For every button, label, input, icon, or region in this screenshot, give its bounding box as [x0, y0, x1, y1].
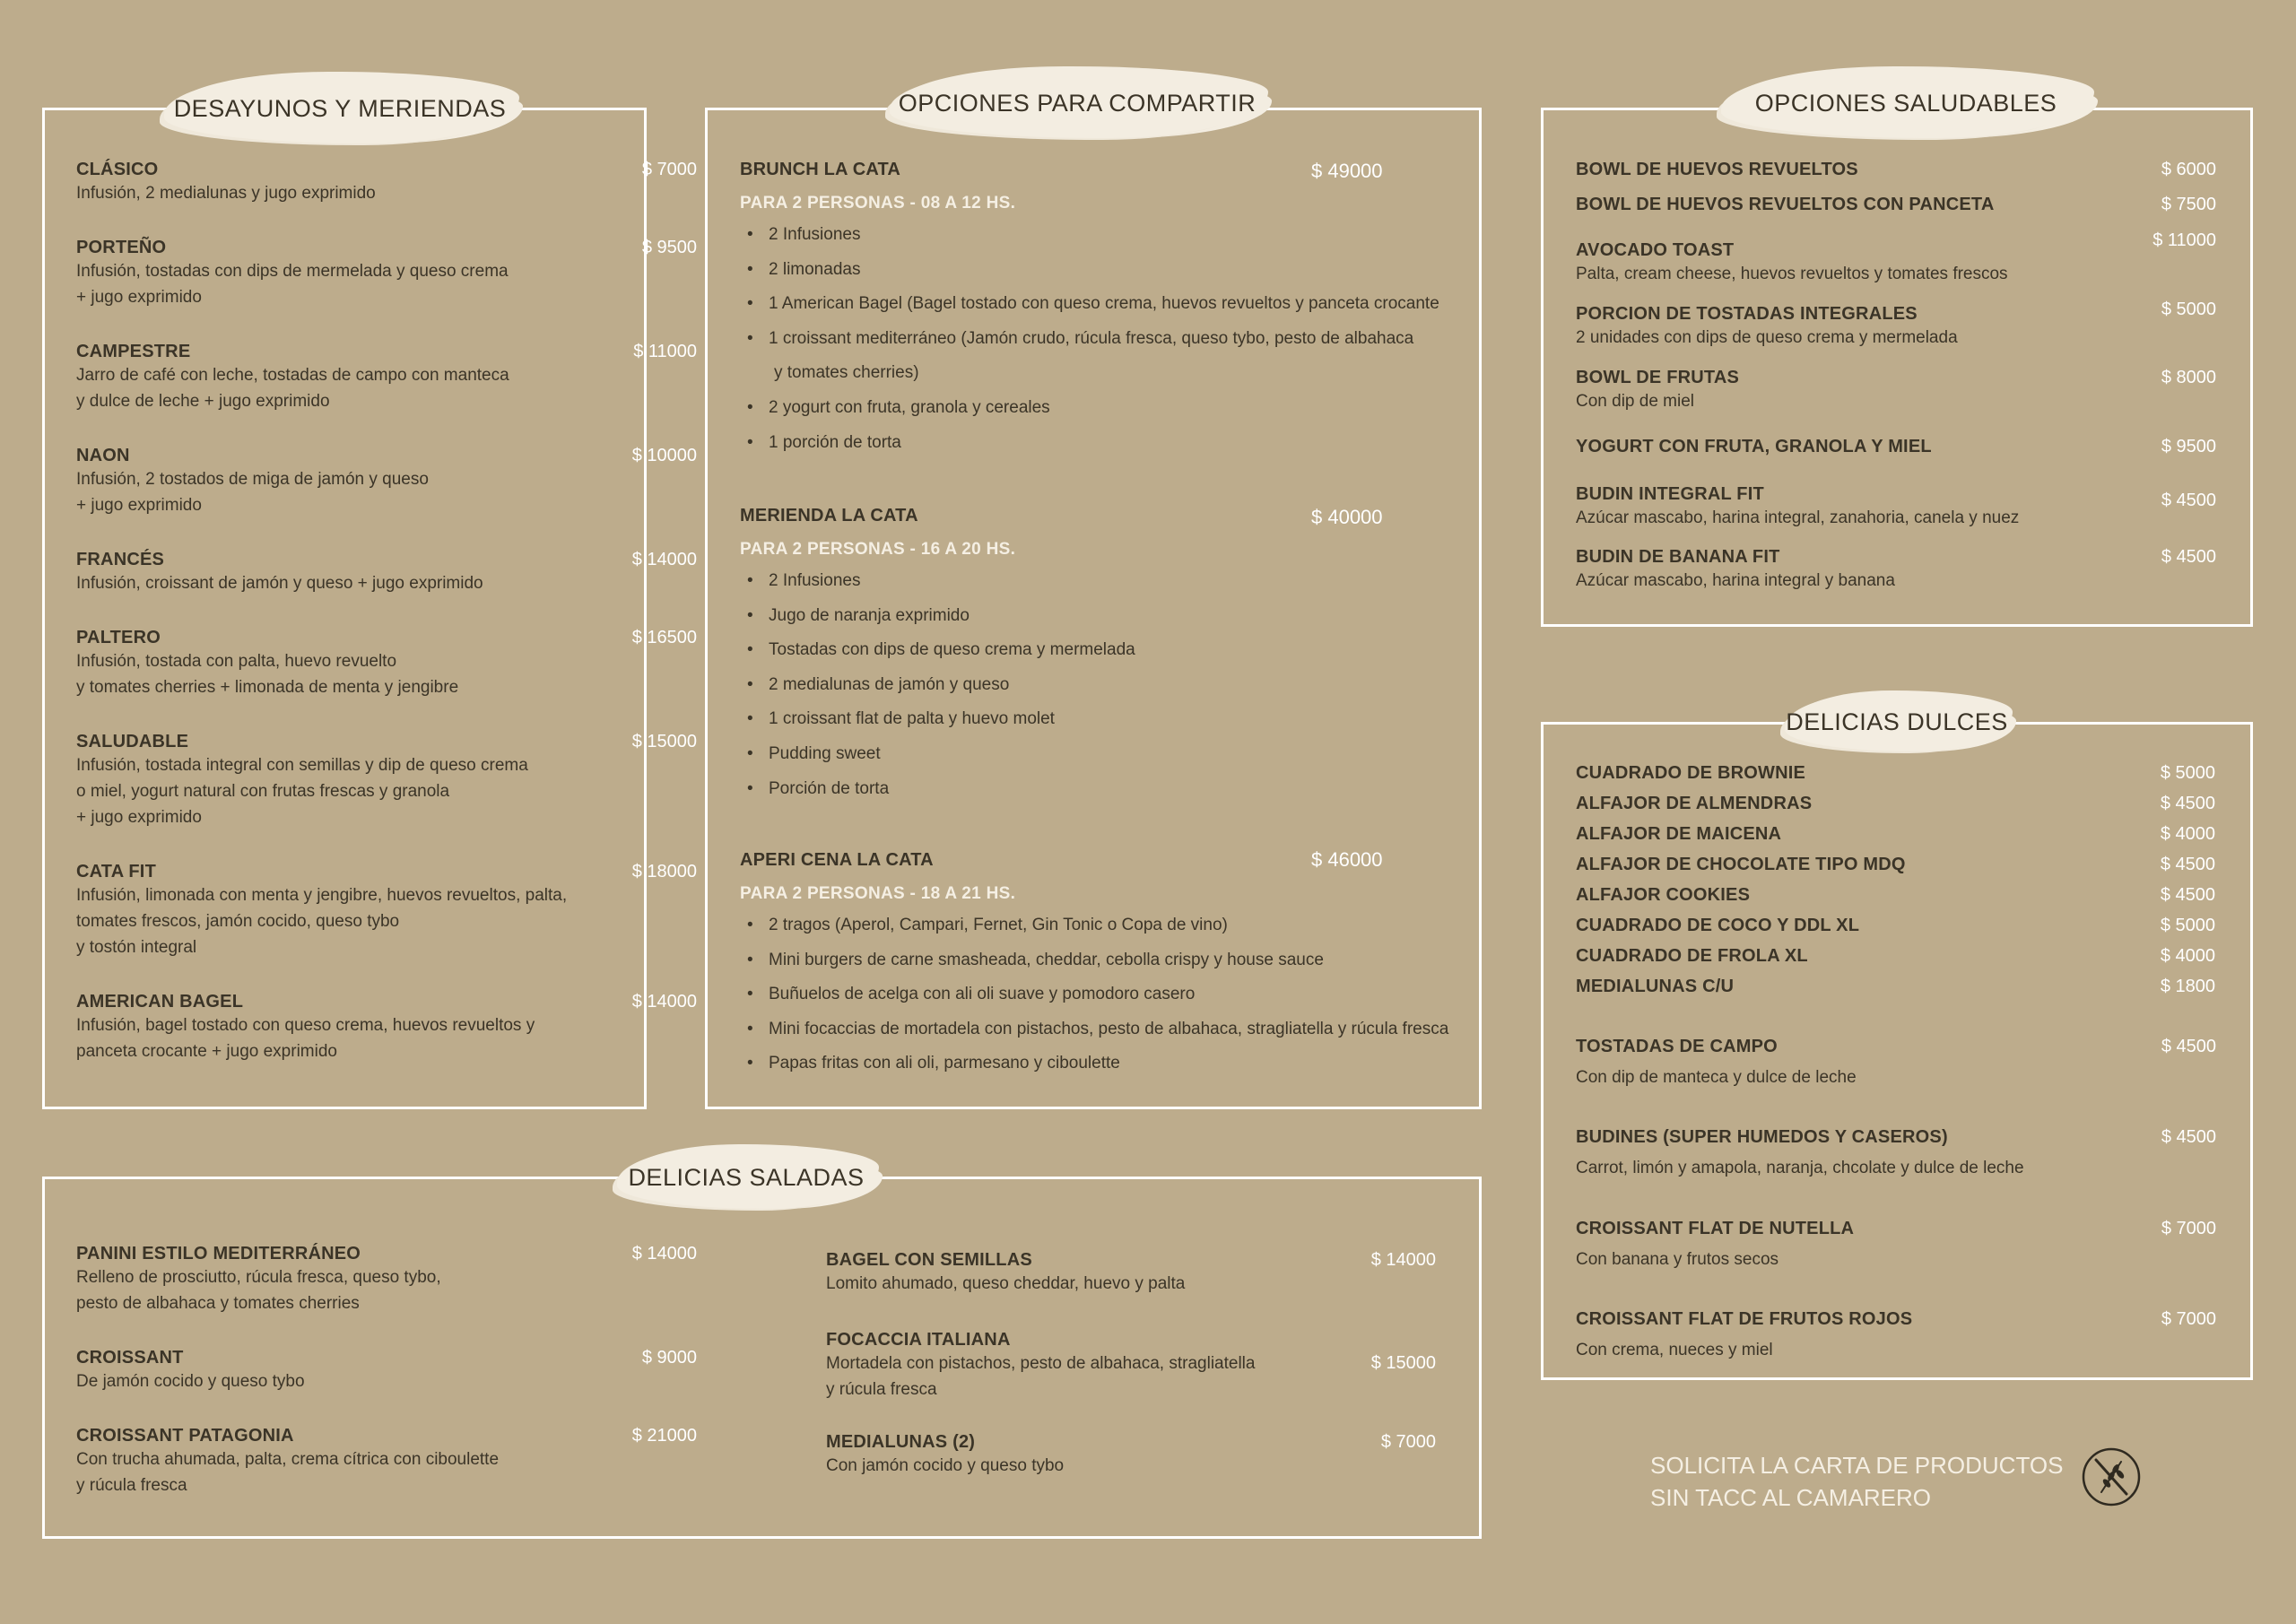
saladas-title-brush	[617, 1146, 875, 1209]
item-name: BUDIN INTEGRAL FIT	[1576, 484, 1764, 504]
item-price: $ 18000	[631, 862, 697, 881]
list-item: • Mini burgers de carne smasheada, cheddar, cebolla crispy y house sauce	[740, 943, 1475, 978]
menu-item	[1576, 1309, 2216, 1363]
list-item: y tomates cherries)	[774, 363, 919, 383]
item-name: PORTEÑO	[76, 238, 167, 257]
item-name: CATA FIT	[76, 862, 156, 881]
item-description: Relleno de prosciutto, rúcula fresca, queso tybo,	[76, 1268, 441, 1287]
menu-item	[826, 1330, 1436, 1403]
brunch-list	[740, 218, 1475, 460]
list-item: • 2 limonadas	[740, 253, 1475, 288]
list-item	[1576, 855, 2215, 885]
list-item: • Jugo de naranja exprimido	[740, 599, 1475, 634]
item-name: ALFAJOR DE ALMENDRAS	[1576, 794, 1813, 813]
item-price: $ 15000	[631, 732, 697, 751]
compartir-title-brush	[890, 68, 1265, 138]
item-description: + jugo exprimido	[76, 496, 202, 515]
menu-item	[76, 1426, 697, 1498]
merienda-block	[740, 506, 1475, 806]
item-price: $ 4500	[2161, 491, 2216, 510]
list-item: • Mini focaccias de mortadela con pistachos, pesto de albahaca, stragliatella y rúcula fresca	[740, 1012, 1475, 1047]
merienda-list	[740, 564, 1475, 806]
list-item	[1576, 824, 2215, 855]
item-description: Con dip de manteca y dulce de leche	[1576, 1068, 1857, 1087]
item-price: $ 4500	[2160, 885, 2215, 905]
item-description: tomates frescos, jamón cocido, queso tybo	[76, 912, 400, 931]
item-name: TOSTADAS DE CAMPO	[1576, 1037, 1778, 1056]
menu-item	[1576, 1127, 2216, 1181]
item-description: Infusión, tostadas con dips de mermelada y queso crema	[76, 262, 509, 281]
item-name: FOCACCIA ITALIANA	[826, 1330, 1011, 1350]
item-name: CUADRADO DE COCO Y DDL XL	[1576, 916, 1860, 935]
list-item	[1576, 794, 2215, 824]
item-price: $ 14000	[631, 550, 697, 569]
saludables-title: OPCIONES SALUDABLES	[1754, 89, 2057, 117]
item-description: y rúcula fresca	[826, 1380, 937, 1399]
dulces-title: DELICIAS DULCES	[1786, 708, 2008, 735]
gluten-free-icon	[2082, 1447, 2141, 1507]
item-description: Infusión, tostada con palta, huevo revuelto	[76, 652, 397, 671]
item-description: Azúcar mascabo, harina integral y banana	[1576, 571, 1895, 590]
item-name: ALFAJOR DE CHOCOLATE TIPO MDQ	[1576, 855, 1906, 874]
item-name: YOGURT CON FRUTA, GRANOLA Y MIEL	[1576, 437, 1932, 456]
item-name: FRANCÉS	[76, 550, 165, 569]
item-price: $ 7000	[1380, 1432, 1436, 1452]
item-description: Palta, cream cheese, huevos revueltos y tomates frescos	[1576, 265, 2008, 283]
saladas-title: DELICIAS SALADAS	[628, 1163, 865, 1191]
item-description: Azúcar mascabo, harina integral, zanahoria, canela y nuez	[1576, 508, 2020, 527]
merienda-name: MERIENDA LA CATA	[740, 506, 918, 525]
item-price: $ 16500	[631, 628, 697, 647]
item-description: Mortadela con pistachos, pesto de albahaca, stragliatella	[826, 1354, 1256, 1373]
merienda-price: $ 40000	[1311, 506, 1383, 528]
item-name: SALUDABLE	[76, 732, 189, 751]
item-description: Infusión, 2 medialunas y jugo exprimido	[76, 184, 376, 203]
saludables-title-brush	[1721, 68, 2091, 138]
brunch-name: BRUNCH LA CATA	[740, 160, 901, 179]
menu-item	[1576, 230, 2216, 287]
menu-item	[1576, 437, 2216, 457]
list-item: • Pudding sweet	[740, 737, 1475, 772]
menu-item	[1576, 195, 2216, 215]
list-item: • 2 Infusiones	[740, 564, 1475, 599]
menu-item	[1576, 547, 2216, 594]
item-price: $ 4500	[2160, 855, 2215, 874]
item-description: Infusión, bagel tostado con queso crema, huevos revueltos y	[76, 1016, 535, 1035]
item-description: Infusión, 2 tostados de miga de jamón y queso	[76, 470, 429, 489]
menu-item	[76, 550, 697, 596]
list-item: • Tostadas con dips de queso crema y mermelada	[740, 633, 1475, 668]
list-item: • 1 croissant mediterráneo (Jamón crudo, rúcula fresca, queso tybo, pesto de albahaca	[740, 322, 1475, 357]
sin-tacc-line-1: SOLICITA LA CARTA DE PRODUCTOS	[1650, 1452, 2064, 1479]
menu-item	[1576, 160, 2216, 180]
desayunos-title-brush	[164, 74, 516, 143]
item-name: CROISSANT FLAT DE FRUTOS ROJOS	[1576, 1309, 1913, 1329]
item-description: Con banana y frutos secos	[1576, 1250, 1779, 1269]
item-description: 2 unidades con dips de queso crema y mermelada	[1576, 328, 1958, 347]
item-price: $ 14000	[1370, 1250, 1436, 1270]
item-name: PANINI ESTILO MEDITERRÁNEO	[76, 1244, 361, 1264]
item-description: Con dip de miel	[1576, 392, 1695, 411]
menu-item	[76, 1244, 697, 1316]
item-price: $ 9500	[641, 238, 697, 257]
list-item	[1576, 977, 2215, 1007]
compartir-title: OPCIONES PARA COMPARTIR	[898, 89, 1257, 117]
list-item: • Porción de torta	[740, 772, 1475, 807]
item-price: $ 4500	[2161, 547, 2216, 567]
aperi-name: APERI CENA LA CATA	[740, 850, 934, 870]
aperi-block	[740, 850, 1475, 1081]
menu-item	[76, 628, 697, 700]
menu-item	[1576, 484, 2216, 531]
item-price: $ 7000	[2161, 1219, 2216, 1238]
item-price: $ 5000	[2160, 916, 2215, 935]
item-description: + jugo exprimido	[76, 808, 202, 827]
item-name: BOWL DE FRUTAS	[1576, 368, 1740, 387]
item-name: PALTERO	[76, 628, 161, 647]
item-price: $ 11000	[633, 342, 697, 361]
aperi-list	[740, 908, 1475, 1081]
menu-item	[826, 1432, 1436, 1479]
item-description: Infusión, tostada integral con semillas y dip de queso crema	[76, 756, 528, 775]
item-name: PORCION DE TOSTADAS INTEGRALES	[1576, 304, 1918, 324]
item-name: MEDIALUNAS (2)	[826, 1432, 976, 1452]
item-description: Infusión, limonada con menta y jengibre, huevos revueltos, palta,	[76, 886, 568, 905]
item-price: $ 5000	[2160, 763, 2215, 783]
item-price: $ 15000	[1370, 1353, 1436, 1373]
menu-item	[1576, 300, 2216, 351]
item-name: BUDIN DE BANANA FIT	[1576, 547, 1780, 567]
list-item	[1576, 946, 2215, 977]
menu-item	[76, 160, 697, 206]
sin-tacc-line-2: SIN TACC AL CAMARERO	[1650, 1484, 1932, 1511]
menu-item	[76, 342, 697, 414]
item-name: NAON	[76, 446, 130, 465]
brunch-price: $ 49000	[1311, 160, 1383, 182]
dulces-title-brush	[1785, 692, 2009, 751]
item-description: panceta crocante + jugo exprimido	[76, 1042, 337, 1061]
list-item: • Papas fritas con ali oli, parmesano y ciboulette	[740, 1046, 1475, 1081]
item-description: Con crema, nueces y miel	[1576, 1341, 1773, 1359]
merienda-subtitle: PARA 2 PERSONAS - 16 A 20 HS.	[740, 540, 1016, 559]
menu-item	[76, 862, 697, 960]
item-description: Con jamón cocido y queso tybo	[826, 1456, 1065, 1475]
item-price: $ 21000	[631, 1426, 697, 1446]
menu-item	[76, 992, 697, 1064]
desayunos-title: DESAYUNOS Y MERIENDAS	[173, 94, 507, 122]
brunch-block	[740, 160, 1475, 460]
item-description: Infusión, croissant de jamón y queso + jugo exprimido	[76, 574, 483, 593]
item-name: AVOCADO TOAST	[1576, 240, 1735, 260]
list-item	[1576, 916, 2215, 946]
item-price: $ 5000	[2161, 300, 2216, 319]
list-item: • 2 yogurt con fruta, granola y cereales	[740, 391, 1475, 426]
item-price: $ 4000	[2160, 824, 2215, 844]
item-name: CLÁSICO	[76, 160, 159, 179]
item-price: $ 7000	[641, 160, 697, 179]
item-price: $ 9000	[641, 1348, 697, 1368]
menu-item	[76, 1348, 697, 1394]
item-description: y rúcula fresca	[76, 1476, 187, 1495]
list-item: • 1 American Bagel (Bagel tostado con queso crema, huevos revueltos y panceta crocante	[740, 287, 1475, 322]
item-name: BAGEL CON SEMILLAS	[826, 1250, 1032, 1270]
item-price: $ 9500	[2161, 437, 2216, 456]
item-description: Jarro de café con leche, tostadas de campo con manteca	[76, 366, 509, 385]
item-price: $ 4000	[2160, 946, 2215, 966]
item-name: ALFAJOR DE MAICENA	[1576, 824, 1782, 844]
menu-item	[1576, 368, 2216, 414]
item-name: AMERICAN BAGEL	[76, 992, 244, 1012]
menu-item	[1576, 1037, 2216, 1090]
list-item: • 2 medialunas de jamón y queso	[740, 668, 1475, 703]
list-item: • 2 Infusiones	[740, 218, 1475, 253]
item-description: Con trucha ahumada, palta, crema cítrica con ciboulette	[76, 1450, 500, 1469]
item-name: MEDIALUNAS C/U	[1576, 977, 1735, 996]
item-name: CUADRADO DE FROLA XL	[1576, 946, 1808, 966]
list-item	[1576, 763, 2215, 794]
item-name: CROISSANT FLAT DE NUTELLA	[1576, 1219, 1855, 1238]
item-price: $ 4500	[2161, 1127, 2216, 1147]
item-price: $ 1800	[2160, 977, 2215, 996]
item-description: De jamón cocido y queso tybo	[76, 1372, 305, 1391]
item-description: o miel, yogurt natural con frutas frescas y granola	[76, 782, 450, 801]
item-price: $ 11000	[2152, 230, 2216, 250]
item-price: $ 14000	[631, 1244, 697, 1264]
item-price: $ 7500	[2161, 195, 2216, 214]
item-name: CROISSANT PATAGONIA	[76, 1426, 294, 1446]
item-description: Lomito ahumado, queso cheddar, huevo y palta	[826, 1274, 1186, 1293]
item-name: CUADRADO DE BROWNIE	[1576, 763, 1806, 783]
brunch-subtitle: PARA 2 PERSONAS - 08 A 12 HS.	[740, 194, 1016, 213]
aperi-subtitle: PARA 2 PERSONAS - 18 A 21 HS.	[740, 884, 1016, 903]
menu-item	[76, 732, 697, 830]
list-item: • 2 tragos (Aperol, Campari, Fernet, Gin Tonic o Copa de vino)	[740, 908, 1475, 943]
item-price: $ 4500	[2160, 794, 2215, 813]
list-item: • 1 porción de torta	[740, 426, 1475, 461]
sin-tacc-note	[1650, 1449, 2063, 1514]
item-name: BOWL DE HUEVOS REVUELTOS CON PANCETA	[1576, 195, 1995, 214]
item-price: $ 7000	[2161, 1309, 2216, 1329]
menu-item	[76, 238, 697, 310]
item-description: y tostón integral	[76, 938, 197, 957]
item-name: CROISSANT	[76, 1348, 184, 1368]
item-description: y tomates cherries + limonada de menta y jengibre	[76, 678, 459, 697]
item-description: pesto de albahaca y tomates cherries	[76, 1294, 360, 1313]
list-item: • Buñuelos de acelga con ali oli suave y pomodoro casero	[740, 977, 1475, 1012]
item-description: Carrot, limón y amapola, naranja, chcolate y dulce de leche	[1576, 1159, 2024, 1177]
menu-item	[826, 1250, 1436, 1297]
item-price: $ 14000	[631, 992, 697, 1012]
item-price: $ 10000	[631, 446, 697, 465]
item-name: BUDINES (SUPER HUMEDOS Y CASEROS)	[1576, 1127, 1948, 1147]
menu-item	[1576, 1219, 2216, 1272]
item-price: $ 4500	[2161, 1037, 2216, 1056]
item-price: $ 6000	[2161, 160, 2216, 179]
list-item: • 1 croissant flat de palta y huevo molet	[740, 702, 1475, 737]
item-description: + jugo exprimido	[76, 288, 202, 307]
item-name: BOWL DE HUEVOS REVUELTOS	[1576, 160, 1858, 179]
item-description: y dulce de leche + jugo exprimido	[76, 392, 330, 411]
item-price: $ 8000	[2161, 368, 2216, 387]
list-item	[1576, 885, 2215, 916]
aperi-price: $ 46000	[1311, 848, 1383, 871]
item-name: ALFAJOR COOKIES	[1576, 885, 1751, 905]
menu-item	[76, 446, 697, 518]
item-name: CAMPESTRE	[76, 342, 191, 361]
